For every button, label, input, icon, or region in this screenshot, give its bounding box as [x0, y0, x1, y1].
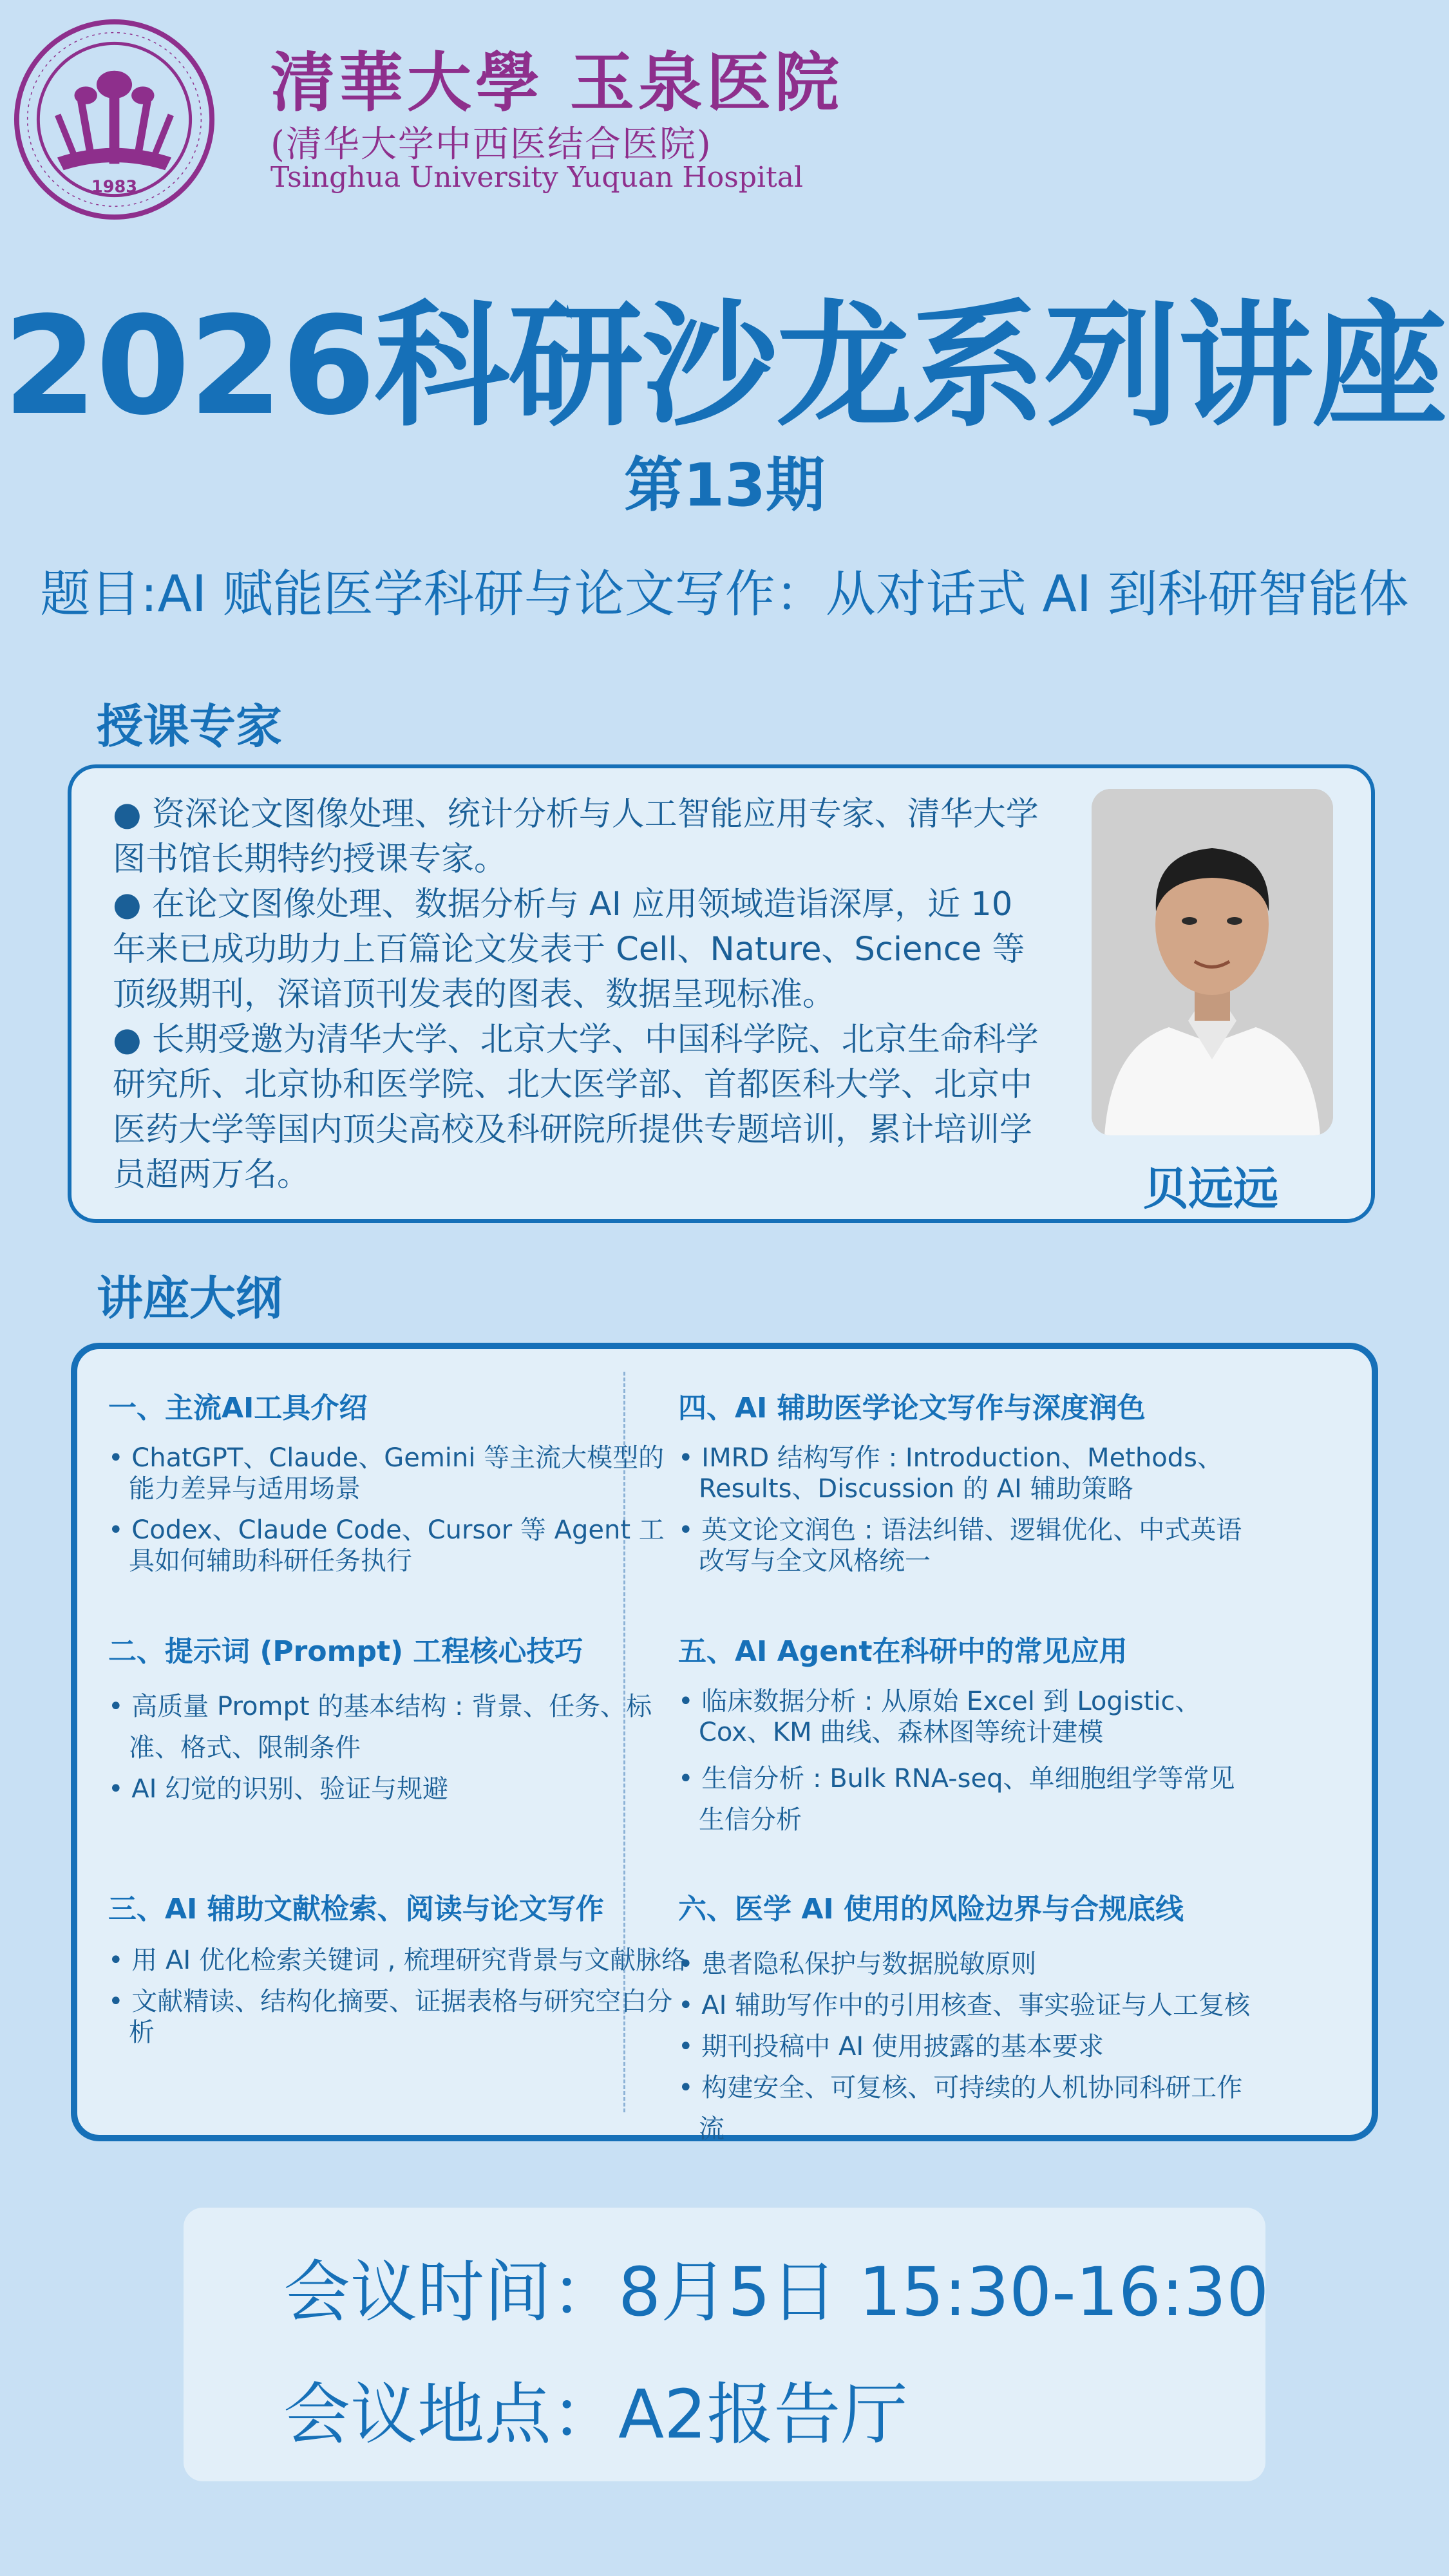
- outline-section-2: [108, 1628, 688, 1669]
- hospital-alt-name: (清华大学中西医结合医院): [270, 124, 712, 166]
- outline-section-6-items: [678, 1944, 1258, 2150]
- outline-section-2-items: [108, 1686, 688, 1804]
- hospital-name-en: Tsinghua University Yuquan Hospital: [270, 161, 804, 194]
- outline-section-3: [108, 1886, 688, 1927]
- outline-section-title: 一、主流AI工具介绍: [108, 1392, 368, 1425]
- outline-item: • 临床数据分析 : 从原始 Excel 到 Logistic、Cox、KM 曲线、森林图等统计建模: [678, 1687, 1201, 1747]
- outline-item: • IMRD 结构写作 : Introduction、Methods、Results、Discussion 的 AI 辅助策略: [678, 1443, 1223, 1504]
- outline-section-title: 二、提示词 (Prompt) 工程核心技巧: [108, 1635, 583, 1668]
- page-title: 2026科研沙龙系列讲座: [3, 287, 1446, 445]
- svg-text:1983: 1983: [91, 177, 138, 197]
- meeting-location: 会议地点：A2报告厅: [283, 2375, 908, 2454]
- expert-bio-item: ● 在论文图像处理、数据分析与 AI 应用领域造诣深厚，近 10 年来已成功助力上百篇论文发表于 Cell、Nature、Science 等顶级期刊，深谙顶刊发表的图表、数据呈现标准。: [113, 886, 1025, 1014]
- outline-item: • AI 幻觉的识别、验证与规避: [108, 1774, 449, 1804]
- outline-section-title: 五、AI Agent在科研中的常见应用: [678, 1635, 1128, 1668]
- outline-section-5-items: [678, 1686, 1258, 1841]
- outline-item: • Codex、Claude Code、Cursor 等 Agent 工具如何辅助科研任务执行: [108, 1515, 665, 1576]
- hospital-seal-icon: [13, 18, 216, 221]
- outline-heading: 讲座大纲: [97, 1271, 283, 1325]
- meeting-time: 会议时间：8月5日 15:30-16:30: [283, 2253, 1269, 2331]
- outline-item: • 用 AI 优化检索关键词 , 梳理研究背景与文献脉络: [108, 1946, 688, 1975]
- outline-item: • ChatGPT、Claude、Gemini 等主流大模型的能力差异与适用场景: [108, 1443, 665, 1504]
- outline-section-4-items: [678, 1443, 1258, 1577]
- outline-item: • 构建安全、可复核、可持续的人机协同科研工作流: [678, 2073, 1243, 2144]
- outline-section-title: 三、AI 辅助文献检索、阅读与论文写作: [108, 1893, 604, 1926]
- outline-item: • 文献精读、结构化摘要、证据表格与研究空白分析: [108, 1987, 673, 2047]
- outline-item: • 期刊投稿中 AI 使用披露的基本要求: [678, 2032, 1104, 2061]
- expert-bio: [113, 792, 1053, 1198]
- outline-item: • 生信分析 : Bulk RNA-seq、单细胞组学等常见生信分析: [678, 1764, 1235, 1835]
- outline-section-4: [678, 1385, 1258, 1426]
- outline-item: • 患者隐私保护与数据脱敏原则: [678, 1949, 1037, 1979]
- outline-section-1: [108, 1385, 688, 1426]
- outline-section-5: [678, 1628, 1258, 1669]
- expert-bio-item: ● 资深论文图像处理、统计分析与人工智能应用专家、清华大学图书馆长期特约授课专家。: [113, 795, 1039, 878]
- expert-photo: [1092, 789, 1333, 1135]
- outline-section-title: 四、AI 辅助医学论文写作与深度润色: [678, 1392, 1146, 1425]
- issue-number: 第13期: [623, 451, 826, 520]
- lecture-topic: 题目:AI 赋能医学科研与论文写作：从对话式 AI 到科研智能体: [40, 565, 1409, 623]
- outline-section-title: 六、医学 AI 使用的风险边界与合规底线: [678, 1893, 1184, 1926]
- hospital-name-cn: 清華大學 玉泉医院: [270, 44, 843, 120]
- expert-heading: 授课专家: [97, 699, 283, 753]
- outline-section-1-items: [108, 1443, 688, 1577]
- outline-item: • AI 辅助写作中的引用核查、事实验证与人工复核: [678, 1991, 1251, 2020]
- outline-item: • 英文论文润色 : 语法纠错、逻辑优化、中式英语改写与全文风格统一: [678, 1515, 1242, 1576]
- expert-bio-item: ● 长期受邀为清华大学、北京大学、中国科学院、北京生命科学研究所、北京协和医学院、北大医学部、首都医科大学、北京中医药大学等国内顶尖高校及科研院所提供专题培训，累计培训学员超两万名。: [113, 1021, 1039, 1194]
- outline-section-3-items: [108, 1945, 688, 2048]
- outline-section-6: [678, 1886, 1258, 1927]
- expert-name: 贝远远: [1143, 1162, 1278, 1215]
- outline-item: • 高质量 Prompt 的基本结构 : 背景、任务、标准、格式、限制条件: [108, 1692, 652, 1763]
